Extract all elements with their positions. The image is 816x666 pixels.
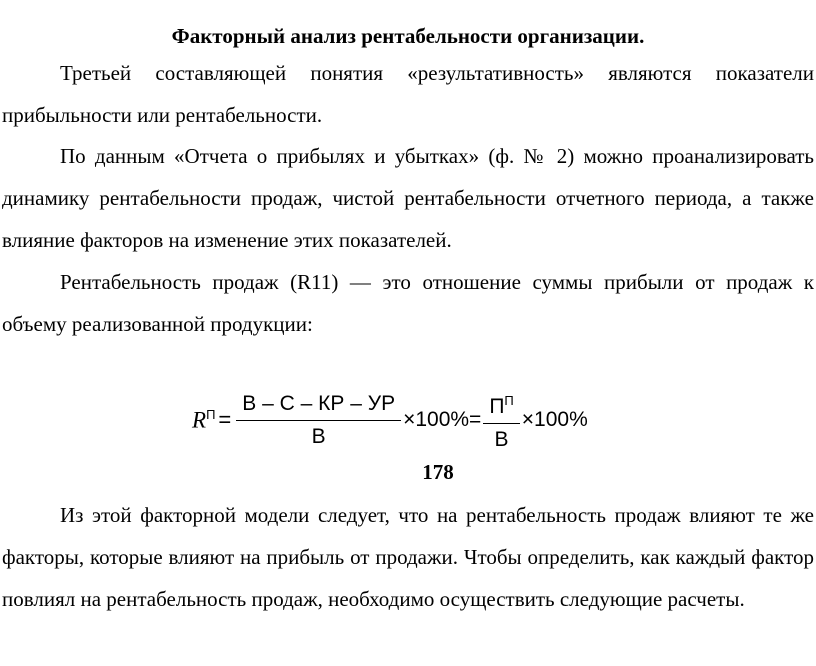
formula-equals: = [218, 407, 232, 432]
formula-times-100: ×100% [521, 408, 588, 431]
paragraph-3: Рентабельность продаж (R11) — это отношение суммы прибыли от продаж к объему реализованной продукции: [2, 270, 814, 336]
page-number: 178 [422, 460, 454, 484]
fraction-2-numerator [483, 387, 519, 424]
profitability-formula [192, 384, 588, 456]
paragraph-4: Из этой факторной модели следует, что на рентабельность продаж влияют те же факторы, которые влияют на прибыль от продажи. Чтобы определить, как каждый фактор повлиял на рентабельность продаж, необходимо осуществить следующие расчеты. [2, 503, 814, 611]
fraction-2-denominator: В [494, 427, 509, 451]
formula-lhs [192, 407, 215, 434]
document-title: Факторный анализ рентабельности организации. [171, 24, 645, 48]
formula-lhs-superscript: П [206, 406, 216, 422]
formula-lhs-symbol: R [192, 407, 207, 433]
fraction-2-numerator-base: П [489, 394, 505, 418]
fraction-2-numerator-superscript: П [504, 392, 514, 408]
paragraph-2: По данным «Отчета о прибылях и убытках» (ф. № 2) можно проанализировать динамику рентабельности продаж, чистой рентабельности отчетного периода, а также влияние факторов на изменение этих показателей. [2, 144, 814, 252]
paragraph-1: Третьей составляющей понятия «результативность» являются показатели прибыльности или рентабельности. [2, 61, 814, 127]
formula-fraction-1 [236, 390, 401, 451]
fraction-1-denominator: В [311, 424, 326, 448]
formula-fraction-2 [483, 387, 519, 454]
fraction-1-numerator: В – С – КР – УР [236, 390, 401, 421]
formula-times-100-equals: ×100%= [403, 408, 482, 431]
